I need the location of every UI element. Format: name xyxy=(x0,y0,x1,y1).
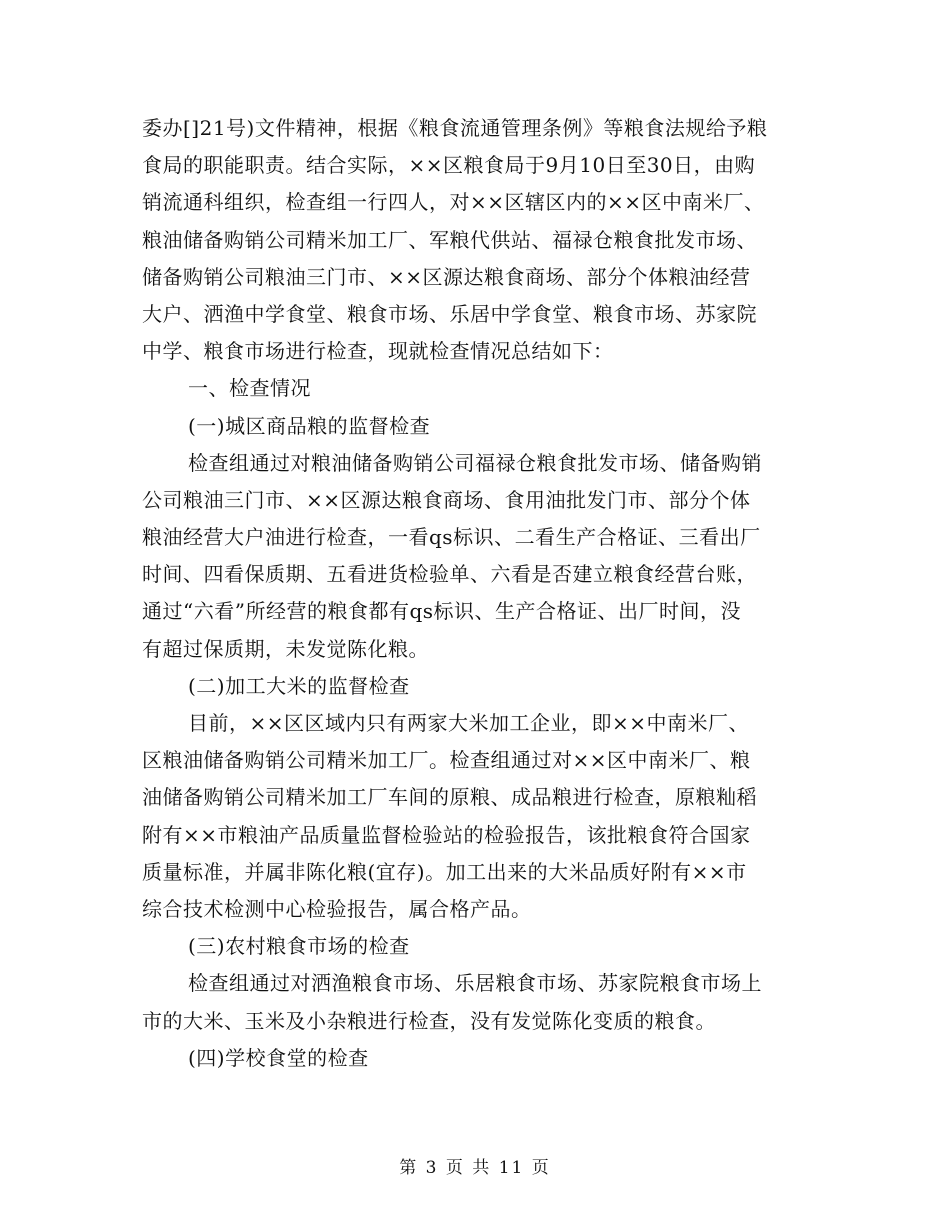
text-line: 粮油储备购销公司精米加工厂、军粮代供站、福禄仓粮食批发市场、 xyxy=(142,227,757,252)
text-line: 市的大米、玉米及小杂粮进行检查，没有发觉陈化变质的粮食。 xyxy=(142,1008,716,1033)
text-line: 检查组通过对粮油储备购销公司福禄仓粮食批发市场、储备购销 xyxy=(188,450,762,475)
page-footer: 第 3 页 共 11 页 xyxy=(399,1158,551,1178)
text-line: (一)城区商品粮的监督检查 xyxy=(188,413,431,438)
text-line: 储备购销公司粮油三门市、××区源达粮食商场、部分个体粮油经营 xyxy=(142,264,751,289)
text-line: 时间、四看保质期、五看进货检验单、六看是否建立粮食经营台账， xyxy=(142,562,757,587)
text-line: 一、检查情况 xyxy=(188,376,311,401)
text-line: 食局的职能职责。结合实际，××区粮食局于9月10日至30日，由购 xyxy=(142,153,756,178)
text-line: (二)加工大米的监督检查 xyxy=(188,673,410,698)
text-line: 委办[]21号)文件精神，根据《粮食流通管理条例》等粮食法规给予粮 xyxy=(142,116,768,140)
text-line: 公司粮油三门市、××区源达粮食商场、食用油批发门市、部分个体 xyxy=(142,487,751,512)
text-line: 综合技术检测中心检验报告，属合格产品。 xyxy=(142,896,532,921)
text-line: 销流通科组织，检查组一行四人，对××区辖区内的××区中南米厂、 xyxy=(142,190,765,215)
text-line: 油储备购销公司精米加工厂车间的原粮、成品粮进行检查，原粮籼稻 xyxy=(142,785,757,810)
text-line: 区粮油储备购销公司精米加工厂。检查组通过对××区中南米厂、粮 xyxy=(142,748,751,773)
text-line: 有超过保质期，未发觉陈化粮。 xyxy=(142,636,429,661)
text-line: 中学、粮食市场进行检查，现就检查情况总结如下： xyxy=(142,339,614,364)
document-body xyxy=(142,110,812,1077)
text-line: 附有××市粮油产品质量监督检验站的检验报告，该批粮食符合国家 xyxy=(142,822,751,847)
text-line: 检查组通过对洒渔粮食市场、乐居粮食市场、苏家院粮食市场上 xyxy=(188,971,762,996)
text-line: 大户、洒渔中学食堂、粮食市场、乐居中学食堂、粮食市场、苏家院 xyxy=(142,301,757,326)
text-line: 质量标准，并属非陈化粮(宜存)。加工出来的大米品质好附有××市 xyxy=(142,859,747,884)
text-line: (三)农村粮食市场的检查 xyxy=(188,934,410,959)
text-line: (四)学校食堂的检查 xyxy=(188,1045,369,1070)
text-line: 粮油经营大户油进行检查，一看qs标识、二看生产合格证、三看出厂 xyxy=(142,525,761,550)
text-line: 通过“六看”所经营的粮食都有qs标识、生产合格证、出厂时间，没 xyxy=(142,599,742,624)
text-line: 目前，××区区域内只有两家大米加工企业，即××中南米厂、 xyxy=(188,711,750,735)
